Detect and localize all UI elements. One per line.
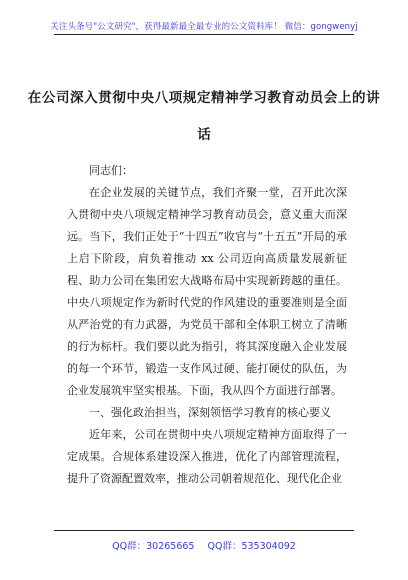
footer-note: QQ群：30265665 QQ群：535304092 bbox=[112, 541, 296, 552]
document-title-continued: 话 bbox=[197, 127, 211, 143]
document-body bbox=[67, 160, 347, 490]
paragraph: 近年来，公司在贯彻中央八项规定精神方面取得了一定成果。合规体系建设深入推进，优化了内部管理流程，提升了资源配置效率，推动公司朝着规范化、现代化企业 bbox=[67, 428, 347, 485]
section-heading: 一、强化政治担当，深刻领悟学习教育的核心要义 bbox=[89, 406, 331, 419]
header-divider bbox=[54, 34, 354, 35]
paragraph: 在企业发展的关键节点，我们齐聚一堂，召开此次深入贯彻中央八项规定精神学习教育动员会，意义重大而深远。当下，我们正处于“十四五”收官与“十五五”开局的承上启下阶段，肩负着推动 xx 公司迈向高质量发展新征程、助力公司在集团宏大战略布局中实现新跨越的重任。中央八项规定作为新时代党的作风建设的重要准则是全面从严治党的有力武器，为党员干部和全体职工树立了清晰的行为标杆。我们要以此为指引，将其深度融入企业发展的每一个环节，锻造一支作风过硬、能打硬仗的队伍，为企业发展筑牢坚实根基。下面，我从四个方面进行部署。 bbox=[67, 186, 347, 397]
greeting: 同志们： bbox=[89, 164, 133, 177]
footer-divider bbox=[54, 530, 354, 531]
document-title: 在公司深入贯彻中央八项规定精神学习教育动员会上的讲 bbox=[27, 90, 381, 106]
header-note: 关注头条号"公文研究"，获得最新最全最专业的公文资料库！ 微信：gongwenyj bbox=[50, 22, 358, 32]
